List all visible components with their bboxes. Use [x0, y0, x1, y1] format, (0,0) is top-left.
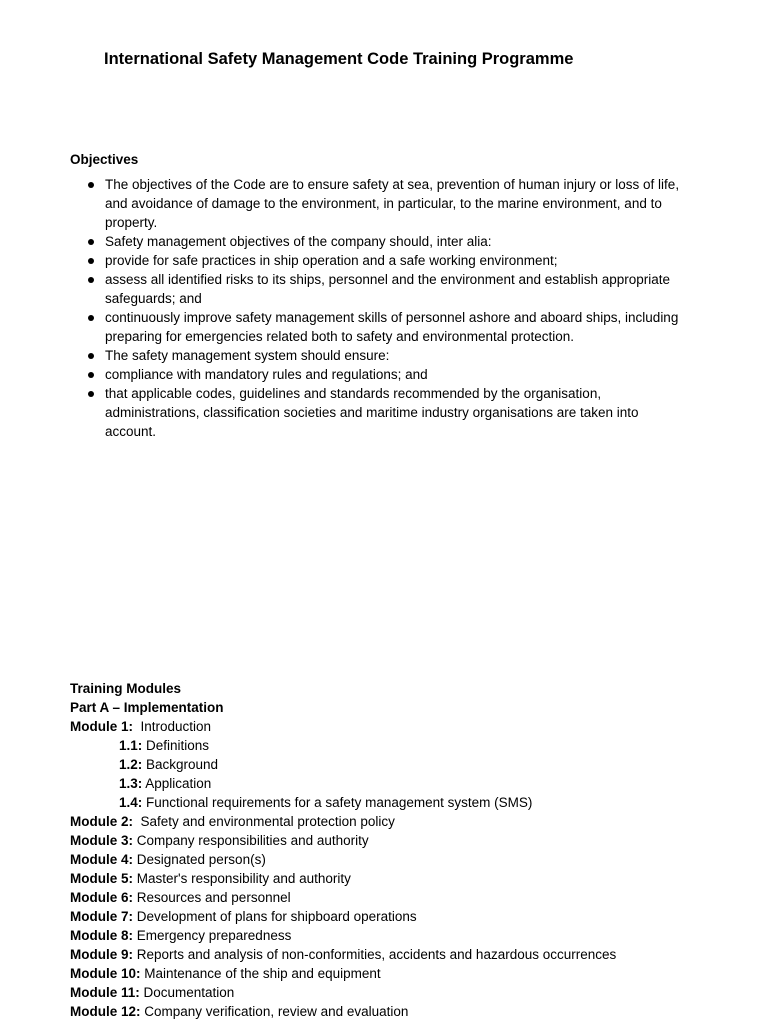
objective-item [70, 346, 690, 365]
module-label: Module 11: [70, 985, 140, 1000]
training-modules [70, 679, 730, 1021]
submodule-row [70, 793, 730, 812]
submodule-title: Application [142, 776, 212, 791]
module-title: Resources and personnel [133, 890, 291, 905]
objectives-list [70, 175, 690, 441]
submodule-label: 1.1: [119, 738, 143, 753]
module-row [70, 1002, 730, 1021]
module-row [70, 907, 730, 926]
module-row [70, 964, 730, 983]
objective-item [70, 251, 690, 270]
module-title: Designated person(s) [133, 852, 266, 867]
objective-text: The safety management system should ensure: [105, 348, 390, 363]
module-title: Company verification, review and evaluation [140, 1004, 409, 1019]
bullet-icon [88, 239, 94, 245]
module-label: Module 5: [70, 871, 133, 886]
module-title: Documentation [139, 985, 235, 1000]
submodule-title: Functional requirements for a safety management system (SMS) [142, 795, 533, 810]
objective-text: that applicable codes, guidelines and standards recommended by the organisation, administrations, classification societies and maritime industry organisations are taken into account. [105, 386, 639, 439]
module-label: Module 12: [70, 1004, 141, 1019]
objective-item [70, 365, 690, 384]
module-title: Maintenance of the ship and equipment [140, 966, 381, 981]
module-row [70, 850, 730, 869]
module-row [70, 869, 730, 888]
document-title: International Safety Management Code Training Programme [104, 50, 574, 68]
module-title: Development of plans for shipboard operations [133, 909, 417, 924]
objective-item [70, 232, 690, 251]
bullet-icon [88, 372, 94, 378]
objective-text: assess all identified risks to its ships, personnel and the environment and establish appropriate safeguards; and [105, 272, 671, 306]
bullet-icon [88, 353, 94, 359]
objective-item [70, 308, 690, 346]
module-row [70, 717, 730, 736]
module-label: Module 9: [70, 947, 133, 962]
module-row [70, 926, 730, 945]
module-row [70, 831, 730, 850]
submodule-row [70, 736, 730, 755]
part-a-heading: Part A – Implementation [70, 700, 224, 715]
objective-item [70, 270, 690, 308]
objective-text: The objectives of the Code are to ensure safety at sea, prevention of human injury or loss of life, and avoidance of damage to the environment, in particular, to the marine environment, and to property. [105, 177, 680, 230]
module-title: Safety and environmental protection policy [133, 814, 395, 829]
bullet-icon [88, 258, 94, 264]
submodule-row [70, 755, 730, 774]
bullet-icon [88, 182, 94, 188]
module-label: Module 6: [70, 890, 133, 905]
objective-item [70, 384, 690, 441]
submodule-title: Definitions [142, 738, 210, 753]
module-row [70, 812, 730, 831]
submodule-title: Background [142, 757, 219, 772]
objective-text: compliance with mandatory rules and regulations; and [105, 367, 428, 382]
module-title: Master's responsibility and authority [133, 871, 351, 886]
module-label: Module 8: [70, 928, 133, 943]
module-row [70, 983, 730, 1002]
module-title: Reports and analysis of non-conformities, accidents and hazardous occurrences [133, 947, 617, 962]
submodule-row [70, 774, 730, 793]
objective-text: continuously improve safety management skills of personnel ashore and aboard ships, including preparing for emergencies related both to safety and environmental protection. [105, 310, 679, 344]
module-label: Module 7: [70, 909, 133, 924]
objective-item [70, 175, 690, 232]
submodule-label: 1.2: [119, 757, 143, 772]
training-modules-heading: Training Modules [70, 681, 182, 696]
module-row [70, 945, 730, 964]
submodule-label: 1.3: [119, 776, 143, 791]
bullet-icon [88, 277, 94, 283]
module-label: Module 1: [70, 719, 133, 734]
module-title: Introduction [133, 719, 212, 734]
objective-text: provide for safe practices in ship operation and a safe working environment; [105, 253, 558, 268]
module-label: Module 3: [70, 833, 133, 848]
submodule-label: 1.4: [119, 795, 143, 810]
module-label: Module 2: [70, 814, 133, 829]
module-label: Module 4: [70, 852, 133, 867]
objectives-heading: Objectives [70, 152, 139, 167]
bullet-icon [88, 315, 94, 321]
bullet-icon [88, 391, 94, 397]
objective-text: Safety management objectives of the company should, inter alia: [105, 234, 492, 249]
module-title: Company responsibilities and authority [133, 833, 369, 848]
module-row [70, 888, 730, 907]
module-title: Emergency preparedness [133, 928, 292, 943]
module-label: Module 10: [70, 966, 141, 981]
